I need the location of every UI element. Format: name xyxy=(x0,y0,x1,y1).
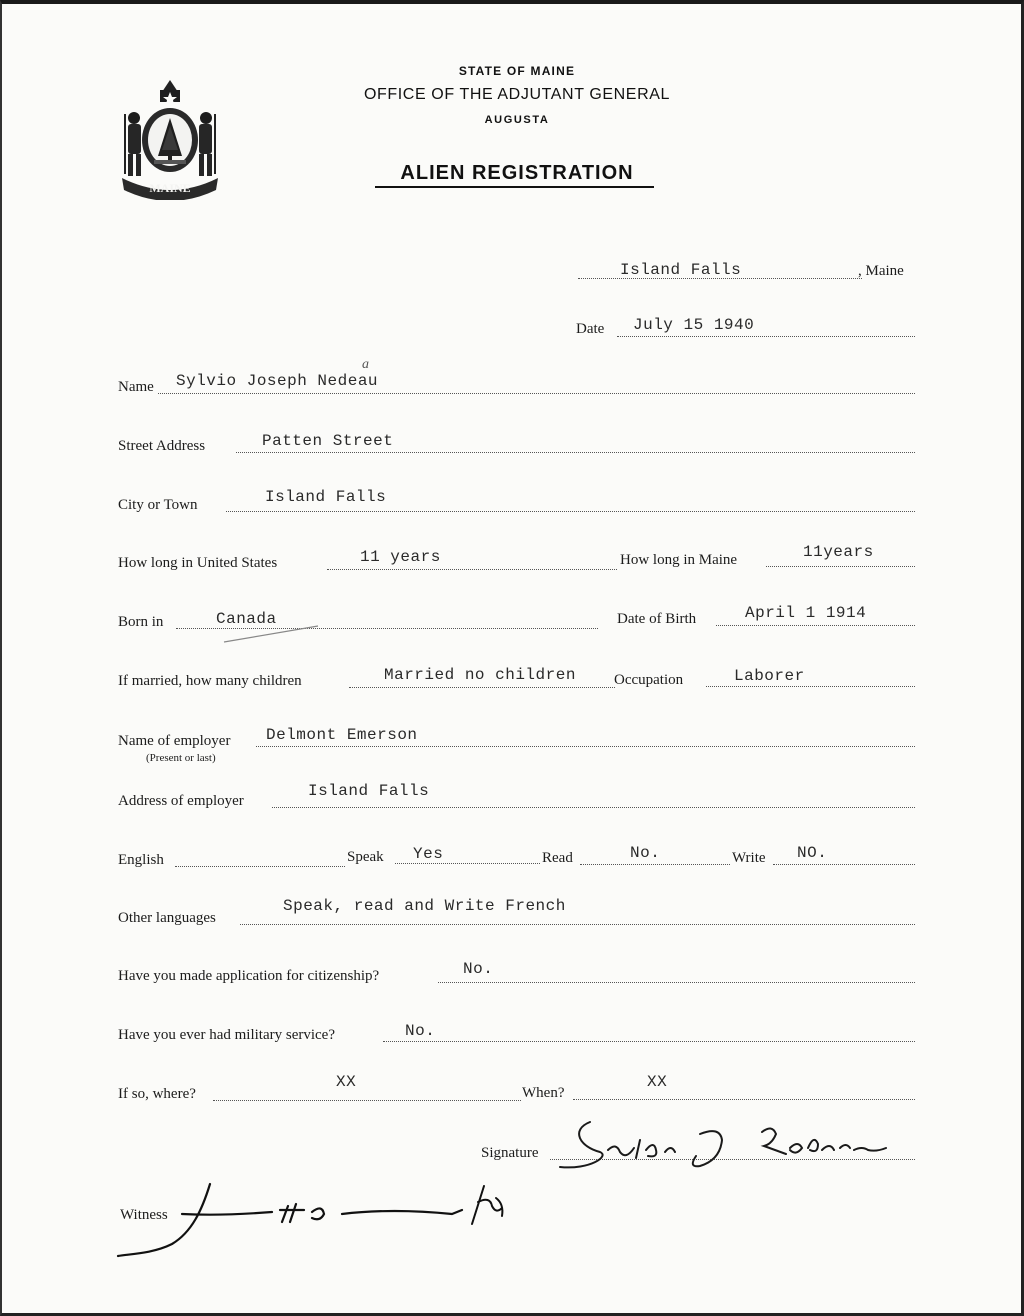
read-label: Read xyxy=(542,850,573,866)
dob-label: Date of Birth xyxy=(617,611,697,627)
city-label: City or Town xyxy=(118,497,198,513)
street-label: Street Address xyxy=(118,438,206,454)
employer-label: Name of employer xyxy=(118,733,231,749)
english-label: English xyxy=(118,852,164,868)
employer-value: Delmont Emerson xyxy=(266,726,418,744)
when-label: When? xyxy=(522,1085,565,1101)
military-line xyxy=(383,1041,915,1042)
city-heading: AUGUSTA xyxy=(484,114,550,126)
born-in-pencil-mark xyxy=(222,624,322,646)
maine-label: , Maine xyxy=(858,263,904,279)
witness-label: Witness xyxy=(120,1207,168,1223)
employer-address-label: Address of employer xyxy=(118,793,244,809)
city-line xyxy=(226,511,915,512)
speak-label: Speak xyxy=(347,849,384,865)
street-value: Patten Street xyxy=(262,432,394,450)
write-value: NO. xyxy=(797,844,828,862)
born-in-value: Canada xyxy=(216,610,277,628)
when-value: XX xyxy=(647,1073,668,1091)
us-duration-line xyxy=(327,569,617,570)
employer-address-value: Island Falls xyxy=(308,782,430,800)
employer-line xyxy=(256,746,915,747)
maine-duration-line xyxy=(766,566,915,567)
witness-signature xyxy=(112,1180,522,1260)
read-value: No. xyxy=(630,844,661,862)
where-line xyxy=(213,1100,521,1101)
children-line xyxy=(349,687,615,688)
military-label: Have you ever had military service? xyxy=(118,1027,335,1043)
when-line xyxy=(573,1099,915,1100)
name-line xyxy=(158,393,915,394)
other-languages-value: Speak, read and Write French xyxy=(283,897,566,915)
name-correction: a xyxy=(362,357,369,372)
name-label: Name xyxy=(118,379,154,395)
born-in-label: Born in xyxy=(118,614,164,630)
applicant-signature xyxy=(550,1112,900,1182)
citizenship-label: Have you made application for citizenship? xyxy=(118,968,380,984)
office-heading: OFFICE OF THE ADJUTANT GENERAL xyxy=(363,86,671,103)
occupation-line xyxy=(706,686,915,687)
occupation-label: Occupation xyxy=(614,672,684,688)
us-duration-label: How long in United States xyxy=(118,555,278,571)
where-value: XX xyxy=(336,1073,357,1091)
military-value: No. xyxy=(405,1022,436,1040)
write-line xyxy=(773,864,915,865)
street-line xyxy=(236,452,915,453)
location-town-value: Island Falls xyxy=(620,261,742,279)
other-languages-label: Other languages xyxy=(118,910,216,926)
citizenship-line xyxy=(438,982,915,983)
citizenship-value: No. xyxy=(463,960,494,978)
date-label: Date xyxy=(576,321,605,337)
employer-sublabel: (Present or last) xyxy=(146,752,216,764)
occupation-value: Laborer xyxy=(734,667,805,685)
seal-banner-text: MAINE xyxy=(149,181,191,195)
write-label: Write xyxy=(732,850,766,866)
maine-duration-value: 11years xyxy=(803,543,874,561)
date-value: July 15 1940 xyxy=(633,316,755,334)
where-label: If so, where? xyxy=(118,1086,196,1102)
dob-line xyxy=(716,625,915,626)
employer-address-line xyxy=(272,807,915,808)
us-duration-value: 11 years xyxy=(360,548,441,566)
dob-value: April 1 1914 xyxy=(745,604,867,622)
city-value: Island Falls xyxy=(265,488,387,506)
title-underline xyxy=(375,186,654,188)
form-title: ALIEN REGISTRATION xyxy=(400,162,634,184)
name-value: Sylvio Joseph Nedeau xyxy=(176,372,379,390)
english-line xyxy=(175,866,345,867)
signature-label: Signature xyxy=(481,1145,539,1161)
children-value: Married no children xyxy=(384,666,576,684)
read-line xyxy=(580,864,730,865)
other-languages-line xyxy=(240,924,915,925)
date-line xyxy=(617,336,915,337)
speak-line xyxy=(395,863,540,864)
speak-value: Yes xyxy=(413,845,444,863)
maine-duration-label: How long in Maine xyxy=(620,552,738,568)
children-label: If married, how many children xyxy=(118,673,302,689)
state-heading: STATE OF MAINE xyxy=(458,64,576,78)
